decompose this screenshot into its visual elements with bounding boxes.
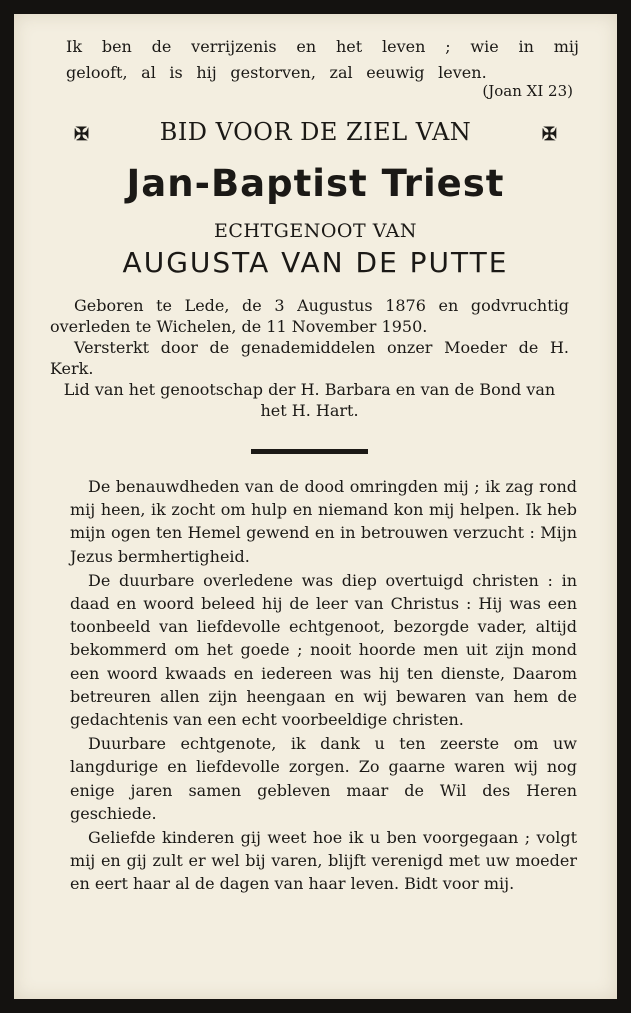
cross-icon-right: ✠ xyxy=(541,124,557,145)
quote-reference: (Joan XI 23) xyxy=(482,82,573,100)
birth-death-text: Geboren te Lede, de 3 Augustus 1876 en godvruchtig overleden te Wichelen, de 11 November 1950. xyxy=(50,296,569,336)
paragraph-3: Duurbare echtgenote, ik dank u ten zeerste om uw langdurige en liefdevolle zorgen. Zo gaarne waren wij nog enige jaren samen gebleven maar de Wil des Heren geschiede. xyxy=(70,734,577,823)
biography xyxy=(50,295,569,421)
paragraph-2: De duurbare overledene was diep overtuigd christen : in daad en woord beleed hij de leer van Christus : Hij was een toonbeeld van liefdevolle echtgenoot, bezorgde vader, altijd bekommerd om het goede ; nooit hoorde men uit zijn mond een woord kwaads en iedereen was hij ten dienste, Daarom betreuren allen zijn heengaan en wij bewaren van hem de gedachtenis van een echt voorbeeldige christen. xyxy=(70,570,577,730)
paragraph-1: De benauwdheden van de dood omringden mij ; ik zag rond mij heen, ik zocht om hulp en niemand kon mij helpen. Ik heb mijn ogen ten Hemel gewend en in betrouwen verzucht : Mijn Jezus bermhertigheid. xyxy=(70,477,577,566)
quote-line-2: gelooft, al is hij gestorven, zal eeuwig leven. xyxy=(66,63,487,82)
cross-icon-left: ✠ xyxy=(74,124,90,145)
spouse-label: ECHTGENOOT VAN xyxy=(214,220,417,242)
paragraph-4: Geliefde kinderen gij weet hoe ik u ben voorgegaan ; volgt mij en gij zult er wel bij varen, blijft verenigd met uw moeder en eert haar al de dagen van haar leven. Bidt voor mij. xyxy=(70,828,577,894)
quote-line-1: Ik ben de verrijzenis en het leven ; wie in mij xyxy=(66,37,579,56)
memorial-card xyxy=(14,14,617,999)
prayer-heading: BID VOOR DE ZIEL VAN xyxy=(159,118,472,146)
memorial-text xyxy=(70,475,577,897)
sacraments-text: Versterkt door de genademiddelen onzer Moeder de H. Kerk. xyxy=(50,338,569,378)
scripture-quote xyxy=(66,34,579,86)
spouse-name: AUGUSTA VAN DE PUTTE xyxy=(122,246,509,279)
membership-text: Lid van het genootschap der H. Barbara en van de Bond van het H. Hart. xyxy=(63,380,556,420)
deceased-name: Jan-Baptist Triest xyxy=(126,162,505,205)
divider-rule xyxy=(251,449,368,454)
